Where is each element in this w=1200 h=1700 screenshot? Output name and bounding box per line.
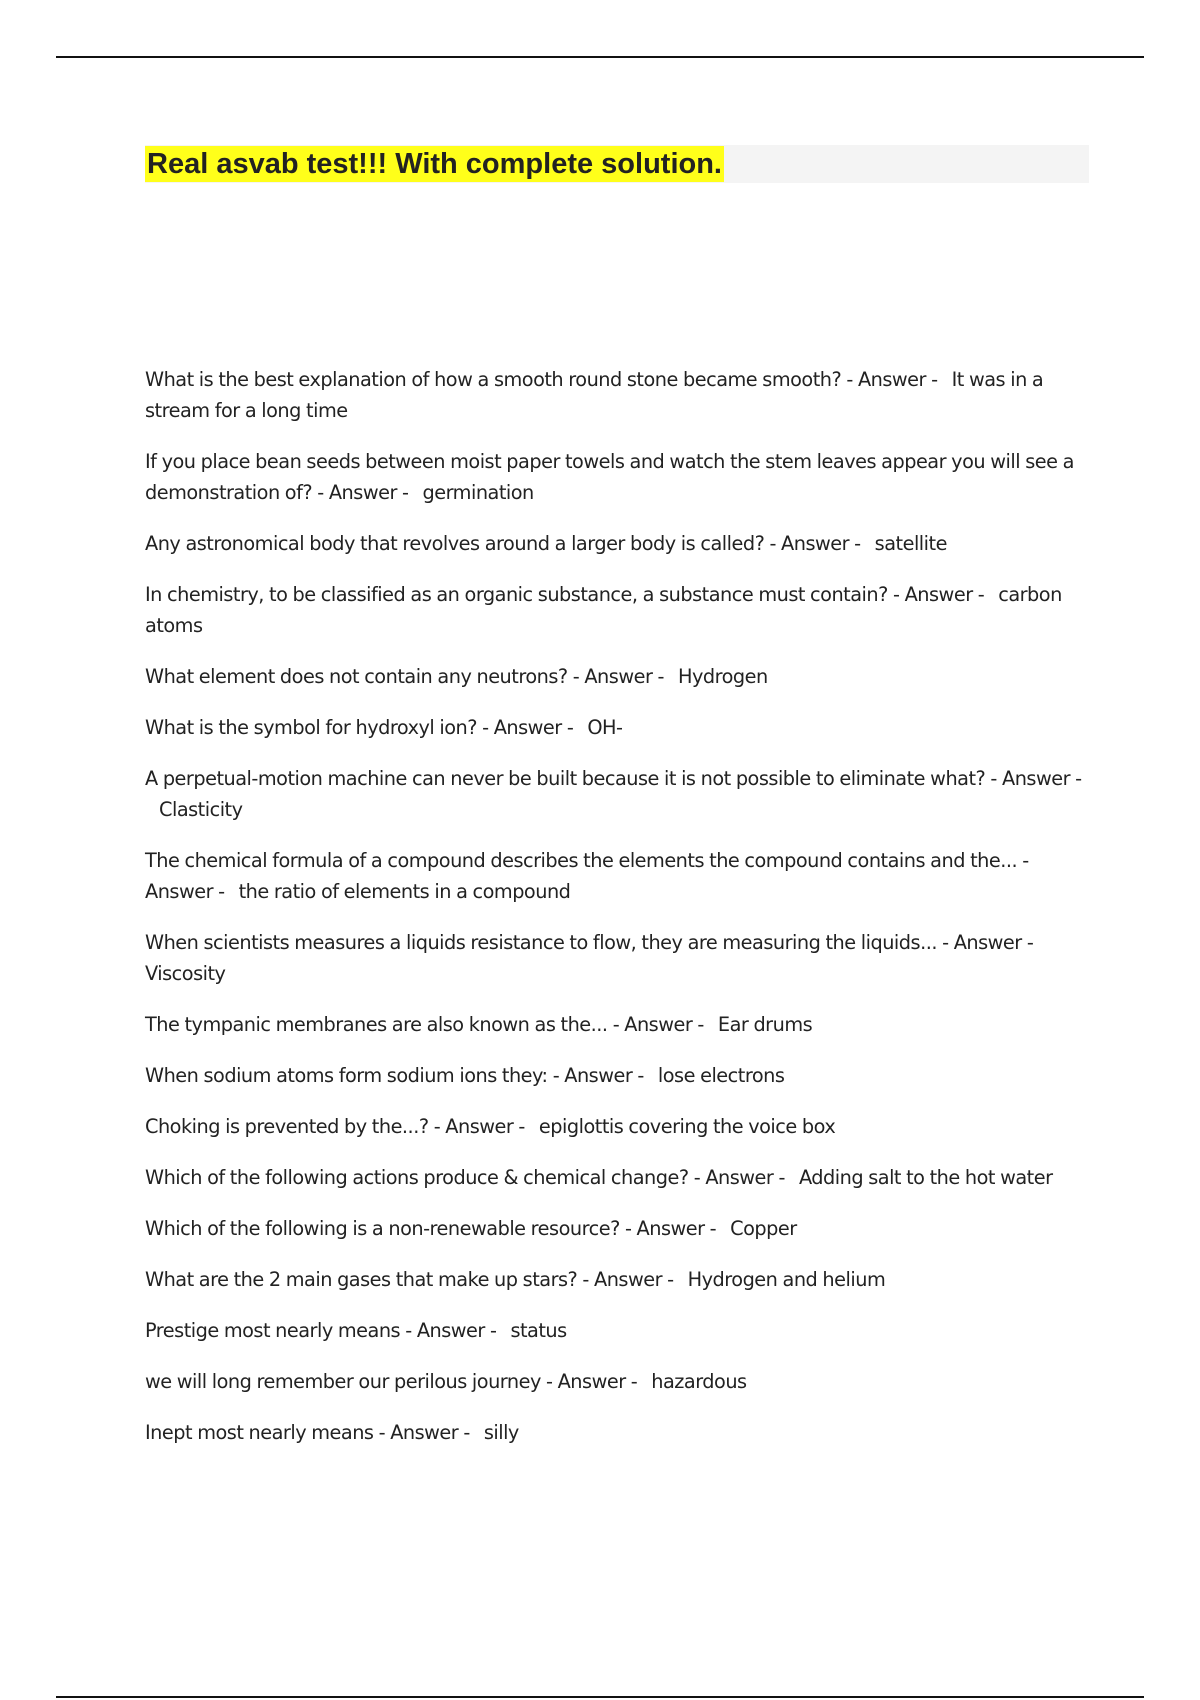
top-rule — [56, 56, 1144, 58]
answer-text: carbon atoms — [145, 583, 1062, 637]
qa-item — [145, 1213, 1085, 1244]
answer-text: Ear drums — [717, 1013, 813, 1036]
answer-label: - Answer - — [552, 1064, 644, 1087]
answer-label: - Answer - — [145, 849, 1029, 903]
answer-label: - Answer - — [893, 583, 985, 606]
answer-label: - Answer - — [942, 931, 1034, 954]
answer-text: status — [510, 1319, 567, 1342]
question-text: What element does not contain any neutrons? — [145, 665, 568, 688]
question-text: When sodium atoms form sodium ions they: — [145, 1064, 548, 1087]
qa-item — [145, 446, 1085, 508]
question-text: When scientists measures a liquids resistance to flow, they are measuring the liquids... — [145, 931, 937, 954]
answer-text: satellite — [874, 532, 947, 555]
answer-label: - Answer - — [405, 1319, 497, 1342]
question-text: What is the symbol for hydroxyl ion? — [145, 716, 477, 739]
answer-text: Clasticity — [159, 798, 243, 821]
answer-text: the ratio of elements in a compound — [238, 880, 571, 903]
question-text: Prestige most nearly means — [145, 1319, 401, 1342]
answer-label: - Answer - — [846, 368, 938, 391]
qa-item — [145, 763, 1085, 825]
qa-list — [145, 364, 1085, 1468]
document-title: Real asvab test!!! With complete solution. — [147, 148, 722, 180]
question-text: A perpetual-motion machine can never be built because it is not possible to eliminate what? — [145, 767, 986, 790]
qa-item — [145, 579, 1085, 641]
question-text: The chemical formula of a compound describes the elements the compound contains and the... — [145, 849, 1018, 872]
answer-text: OH- — [587, 716, 623, 739]
question-text: What is the best explanation of how a smooth round stone became smooth? — [145, 368, 842, 391]
answer-text: Hydrogen — [677, 665, 768, 688]
answer-label: - Answer - — [582, 1268, 674, 1291]
qa-item — [145, 661, 1085, 692]
answer-text: epiglottis covering the voice box — [538, 1115, 836, 1138]
question-text: In chemistry, to be classified as an organic substance, a substance must contain? — [145, 583, 888, 606]
question-text: Any astronomical body that revolves around a larger body is called? — [145, 532, 765, 555]
answer-text: lose electrons — [657, 1064, 785, 1087]
qa-item — [145, 845, 1085, 907]
question-text: Which of the following actions produce & chemical change? — [145, 1166, 689, 1189]
answer-text: silly — [483, 1421, 519, 1444]
qa-item — [145, 1417, 1085, 1448]
question-text: Choking is prevented by the...? — [145, 1115, 429, 1138]
answer-label: - Answer - — [612, 1013, 704, 1036]
question-text: The tympanic membranes are also known as the... — [145, 1013, 608, 1036]
answer-label: - Answer - — [482, 716, 574, 739]
bottom-rule — [56, 1696, 1144, 1698]
answer-text: Viscosity — [145, 962, 226, 985]
answer-text: Hydrogen and helium — [687, 1268, 886, 1291]
qa-item — [145, 1162, 1085, 1193]
question-text: What are the 2 main gases that make up stars? — [145, 1268, 578, 1291]
answer-label: - Answer - — [769, 532, 861, 555]
qa-item — [145, 1366, 1085, 1397]
answer-label: - Answer - — [433, 1115, 525, 1138]
answer-text: hazardous — [651, 1370, 747, 1393]
qa-item — [145, 1264, 1085, 1295]
answer-text: Adding salt to the hot water — [798, 1166, 1053, 1189]
qa-item — [145, 364, 1085, 426]
answer-label: - Answer - — [546, 1370, 638, 1393]
answer-label: - Answer - — [317, 481, 409, 504]
answer-text: Copper — [730, 1217, 797, 1240]
qa-item — [145, 927, 1085, 989]
answer-label: - Answer - — [378, 1421, 470, 1444]
answer-label: - Answer - — [990, 767, 1082, 790]
qa-item — [145, 528, 1085, 559]
question-text: we will long remember our perilous journey — [145, 1370, 541, 1393]
answer-text: germination — [422, 481, 534, 504]
answer-label: - Answer - — [624, 1217, 717, 1240]
qa-item — [145, 1315, 1085, 1346]
question-text: If you place bean seeds between moist paper towels and watch the stem leaves appear you will see a demonstration of? — [145, 450, 1074, 504]
qa-item — [145, 1060, 1085, 1091]
answer-label: - Answer - — [572, 665, 664, 688]
question-text: Inept most nearly means — [145, 1421, 374, 1444]
answer-text: It was in a stream for a long time — [145, 368, 1044, 422]
qa-item — [145, 1009, 1085, 1040]
qa-item — [145, 1111, 1085, 1142]
answer-label: - Answer - — [693, 1166, 785, 1189]
question-text: Which of the following is a non-renewable resource? — [145, 1217, 620, 1240]
qa-item — [145, 712, 1085, 743]
